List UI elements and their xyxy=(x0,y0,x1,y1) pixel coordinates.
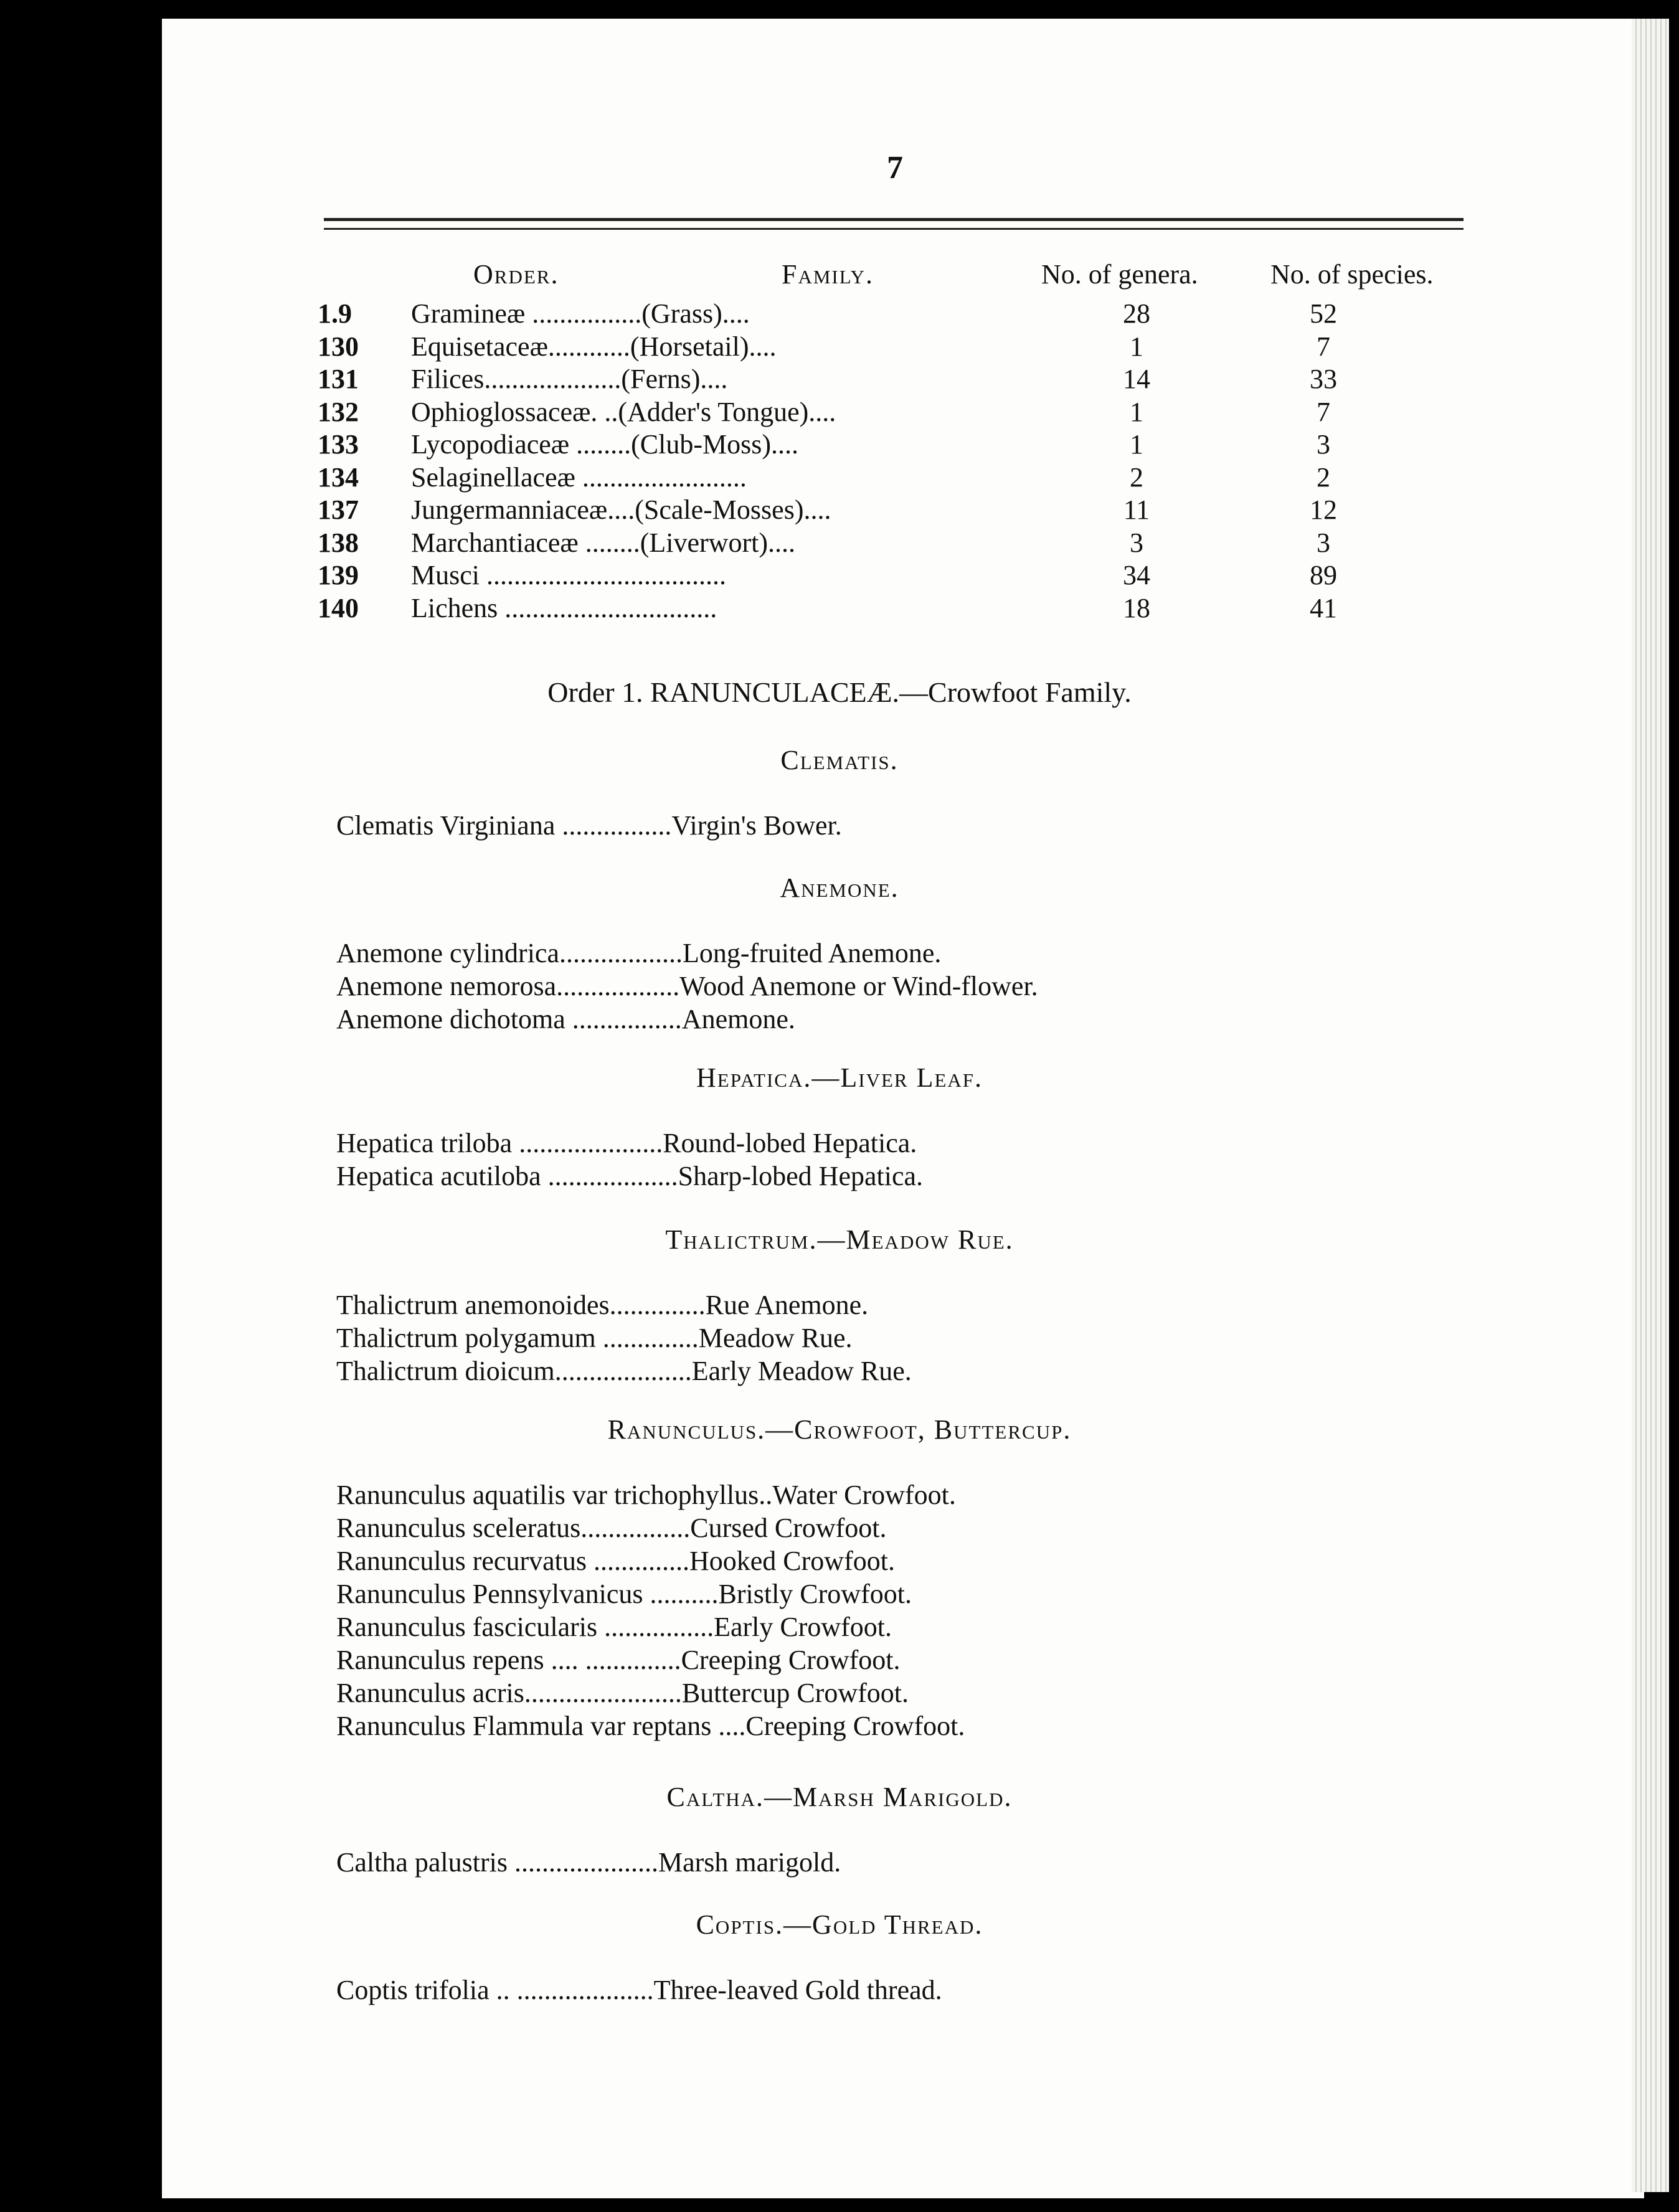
species-entry: Anemone cylindrica..................Long-fruited Anemone. xyxy=(336,938,942,968)
order-name: Lycopodiaceæ ........(Club-Moss).... xyxy=(411,429,799,460)
order-header: Order. xyxy=(473,259,559,290)
page-number: 7 xyxy=(887,150,903,186)
species-list xyxy=(336,937,1038,1036)
species-entry: Ranunculus repens .... ..............Creeping Crowfoot. xyxy=(336,1645,901,1675)
species-entry: Thalictrum dioicum....................Early Meadow Rue. xyxy=(336,1356,912,1386)
order-row xyxy=(318,428,1501,461)
order-name: Ophioglossaceæ. ..(Adder's Tongue).... xyxy=(411,396,836,427)
species-list xyxy=(336,1289,912,1388)
species-count: 2 xyxy=(1317,461,1330,493)
header-rule-thin xyxy=(324,228,1464,230)
order-row xyxy=(318,592,1501,625)
species-count: 7 xyxy=(1317,396,1330,427)
species-count: 41 xyxy=(1310,592,1337,623)
genus-heading: Anemone. xyxy=(780,872,899,903)
order-number: 140 xyxy=(318,592,359,623)
genus-heading: Ranunculus.—Crowfoot, Buttercup. xyxy=(607,1414,1072,1445)
species-count: 3 xyxy=(1317,429,1330,460)
species-entry: Anemone nemorosa..................Wood Anemone or Wind-flower. xyxy=(336,971,1038,1001)
species-count: 7 xyxy=(1317,331,1330,362)
genera-count: 28 xyxy=(1123,298,1150,329)
species-list xyxy=(336,810,842,843)
order-name: Equisetaceæ............(Horsetail).... xyxy=(411,331,777,362)
species-entry: Hepatica triloba .....................Round-lobed Hepatica. xyxy=(336,1128,917,1158)
species-entry: Coptis trifolia .. ....................Three-leaved Gold thread. xyxy=(336,1975,942,2005)
order-number: 132 xyxy=(318,396,359,427)
species-count: 12 xyxy=(1310,494,1337,525)
order-number: 137 xyxy=(318,494,359,525)
species-entry: Ranunculus recurvatus ..............Hooked Crowfoot. xyxy=(336,1546,895,1576)
header-rule xyxy=(324,218,1464,221)
species-list xyxy=(336,1846,841,1879)
order-row xyxy=(318,331,1501,364)
genera-count: 1 xyxy=(1130,331,1143,362)
order-number: 131 xyxy=(318,364,359,394)
order-name: Lichens ............................... xyxy=(411,592,717,623)
order-name: Jungermanniaceæ....(Scale-Mosses).... xyxy=(411,494,831,525)
species-entry: Ranunculus sceleratus................Cursed Crowfoot. xyxy=(336,1513,887,1543)
genus-heading: Thalictrum.—Meadow Rue. xyxy=(665,1224,1014,1255)
species-entry: Ranunculus Flammula var reptans ....Creeping Crowfoot. xyxy=(336,1711,965,1741)
order-name: Filices....................(Ferns).... xyxy=(411,364,728,394)
species-entry: Ranunculus acris.......................Buttercup Crowfoot. xyxy=(336,1678,909,1708)
order-name: Gramineæ ................(Grass).... xyxy=(411,298,750,329)
order-name: Marchantiaceæ ........(Liverwort).... xyxy=(411,527,795,558)
order-row xyxy=(318,527,1501,560)
order-row xyxy=(318,559,1501,592)
species-entry: Ranunculus fascicularis ................Early Crowfoot. xyxy=(336,1612,892,1642)
species-count: 89 xyxy=(1310,560,1337,590)
order-name: Musci ................................... xyxy=(411,560,726,590)
species-entry: Anemone dichotoma ................Anemone. xyxy=(336,1004,795,1034)
order-row xyxy=(318,461,1501,494)
genera-count: 34 xyxy=(1123,560,1150,590)
order-number: 133 xyxy=(318,429,359,460)
order-title: Order 1. RANUNCULACEÆ.—Crowfoot Family. xyxy=(547,676,1132,708)
species-list xyxy=(336,1127,923,1193)
species-entry: Ranunculus Pennsylvanicus ..........Bristly Crowfoot. xyxy=(336,1579,912,1609)
species-entry: Caltha palustris .....................Marsh marigold. xyxy=(336,1847,841,1878)
order-number: 138 xyxy=(318,527,359,558)
genera-count: 14 xyxy=(1123,364,1150,394)
species-entry: Hepatica acutiloba ...................Sharp-lobed Hepatica. xyxy=(336,1161,924,1191)
genus-heading: Hepatica.—Liver Leaf. xyxy=(696,1062,983,1093)
genera-header: No. of genera. xyxy=(1041,259,1198,290)
genus-heading: Clematis. xyxy=(780,745,899,775)
order-number: 130 xyxy=(318,331,359,362)
species-count: 33 xyxy=(1310,364,1337,394)
orders-table xyxy=(318,298,1501,625)
order-name: Selaginellaceæ ........................ xyxy=(411,461,747,493)
family-header: Family. xyxy=(782,259,874,290)
genera-count: 18 xyxy=(1123,592,1150,623)
species-entry: Thalictrum polygamum ..............Meadow Rue. xyxy=(336,1323,853,1353)
species-count: 3 xyxy=(1317,527,1330,558)
order-number: 1.9 xyxy=(318,298,352,329)
order-number: 139 xyxy=(318,560,359,590)
species-list xyxy=(336,1479,965,1743)
genus-heading: Caltha.—Marsh Marigold. xyxy=(666,1782,1013,1812)
species-entry: Ranunculus aquatilis var trichophyllus..Water Crowfoot. xyxy=(336,1480,956,1510)
order-row xyxy=(318,494,1501,527)
species-count: 52 xyxy=(1310,298,1337,329)
order-number: 134 xyxy=(318,461,359,493)
order-row xyxy=(318,396,1501,429)
page-edge xyxy=(1632,19,1669,2192)
species-header: No. of species. xyxy=(1270,259,1434,290)
species-entry: Clematis Virginiana ................Virgin's Bower. xyxy=(336,810,842,841)
genus-heading: Coptis.—Gold Thread. xyxy=(696,1909,983,1940)
order-row xyxy=(318,363,1501,396)
genera-count: 3 xyxy=(1130,527,1143,558)
species-entry: Thalictrum anemonoides..............Rue Anemone. xyxy=(336,1290,869,1320)
order-row xyxy=(318,298,1501,331)
genera-count: 11 xyxy=(1123,494,1150,525)
genera-count: 1 xyxy=(1130,396,1143,427)
genera-count: 1 xyxy=(1130,429,1143,460)
species-list xyxy=(336,1974,942,2007)
genera-count: 2 xyxy=(1130,461,1143,493)
